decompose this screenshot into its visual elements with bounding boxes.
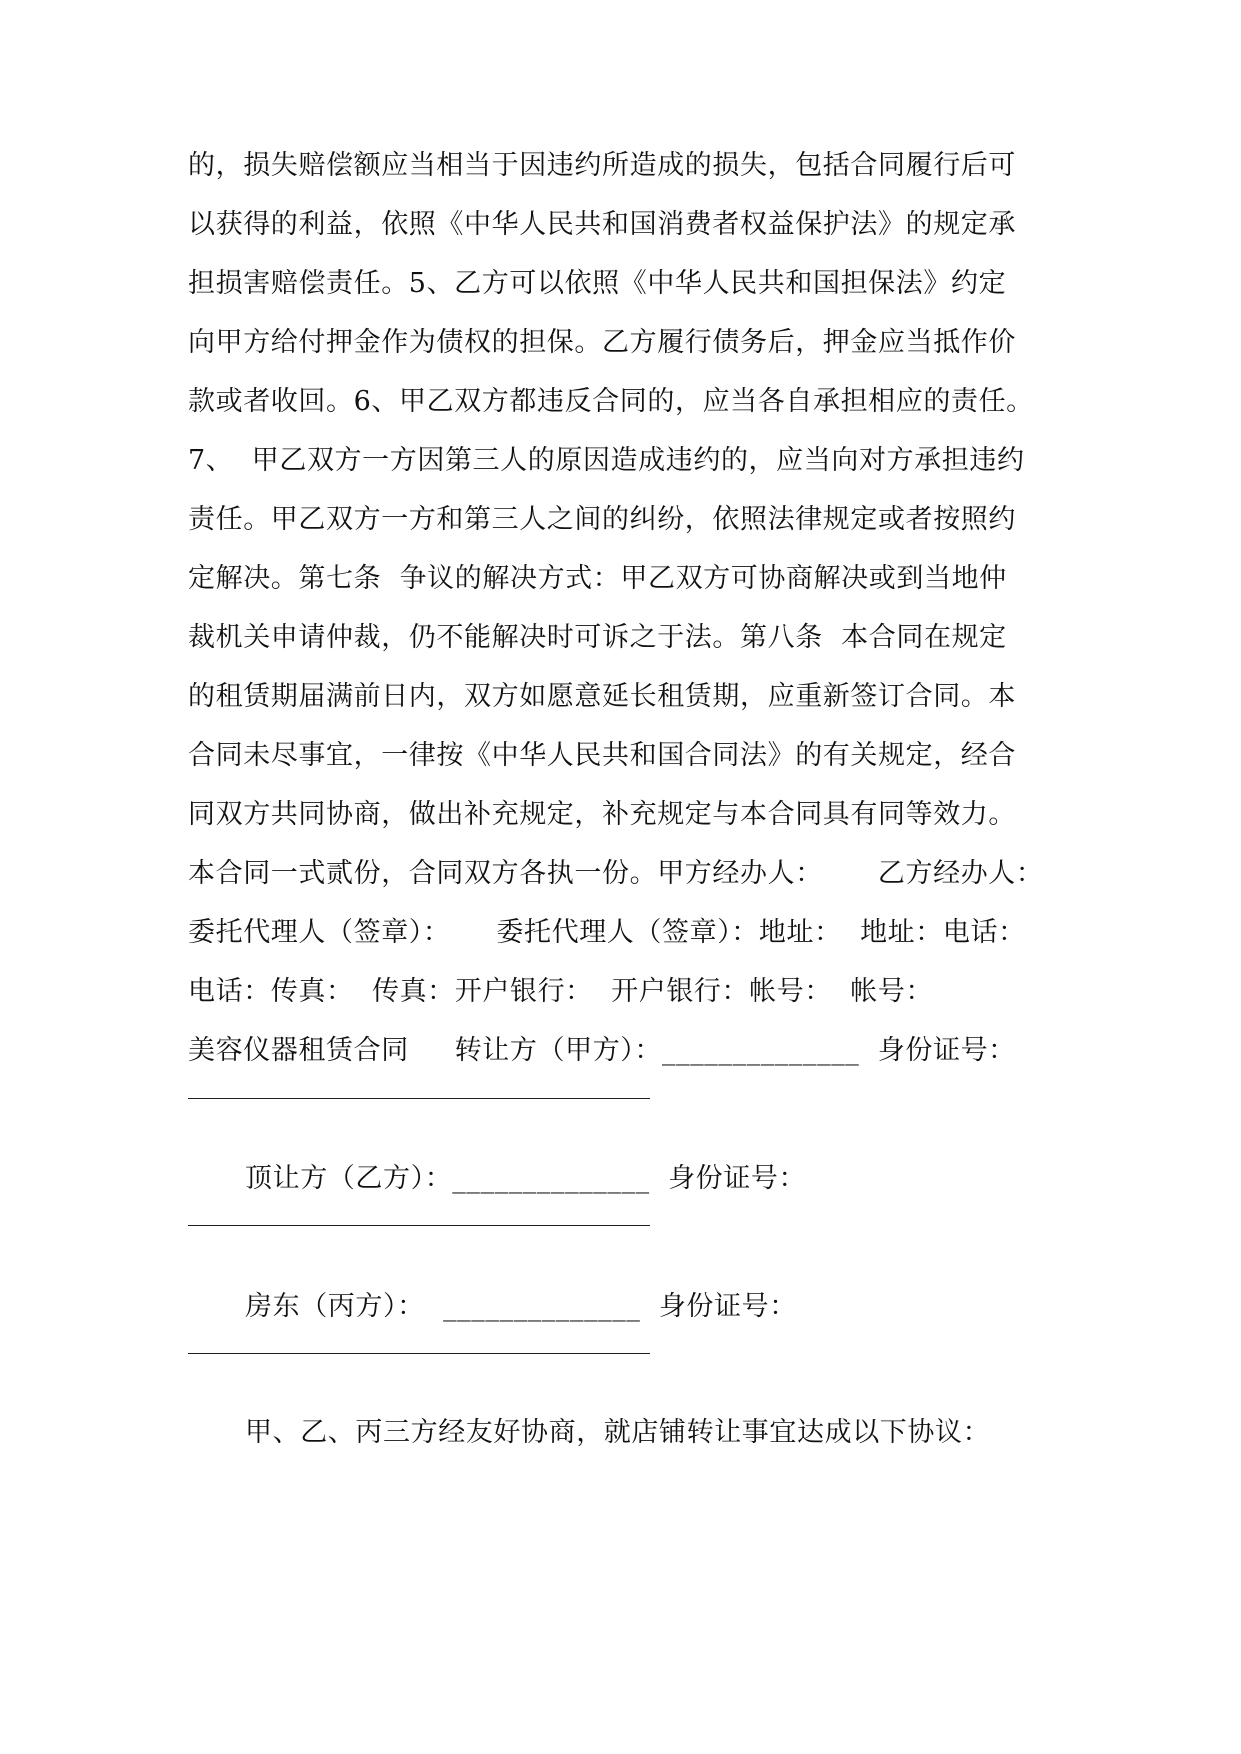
id-number-blank-line — [188, 1225, 650, 1226]
body-line: 的租赁期届满前日内，双方如愿意延长租赁期，应重新签订合同。本 — [188, 681, 1016, 712]
transferee-line: 顶让方（乙方）：______________ 身份证号： — [245, 1163, 807, 1194]
id-number-blank-line — [188, 1098, 650, 1099]
body-line: 责任。甲乙双方一方和第三人之间的纠纷，依照法律规定或者按照约 — [188, 504, 1016, 535]
body-line: 款或者收回。6、甲乙双方都违反合同的，应当各自承担相应的责任。 — [188, 386, 1034, 417]
body-line: 7、 甲乙双方一方因第三人的原因造成违约的，应当向对方承担违约 — [188, 445, 1025, 476]
signatory-line: 电话：传真： 传真：开户银行： 开户银行：帐号： 帐号： — [188, 976, 934, 1007]
body-line: 合同未尽事宜，一律按《中华人民共和国合同法》的有关规定，经合 — [188, 740, 1016, 771]
body-line: 向甲方给付押金作为债权的担保。乙方履行债务后，押金应当抵作价 — [188, 327, 1016, 358]
transferor-line: 美容仪器租赁合同 转让方（甲方）：______________ 身份证号： — [188, 1035, 1016, 1066]
id-number-blank-line — [188, 1353, 650, 1354]
agreement-intro: 甲、乙、丙三方经友好协商，就店铺转让事宜达成以下协议： — [245, 1417, 991, 1448]
body-line: 同双方共同协商，做出补充规定，补充规定与本合同具有同等效力。 — [188, 799, 1016, 830]
body-line: 以获得的利益，依照《中华人民共和国消费者权益保护法》的规定承 — [188, 209, 1016, 240]
landlord-line: 房东（丙方）： ______________ 身份证号： — [245, 1291, 797, 1322]
body-line: 裁机关申请仲裁，仍不能解决时可诉之于法。第八条 本合同在规定 — [188, 622, 1007, 653]
body-line: 定解决。第七条 争议的解决方式：甲乙双方可协商解决或到当地仲 — [188, 563, 1007, 594]
body-line: 担损害赔偿责任。5、乙方可以依照《中华人民共和国担保法》约定 — [188, 268, 1007, 299]
signatory-line: 委托代理人（签章）： 委托代理人（签章）：地址： 地址：电话： — [188, 917, 1026, 948]
signatory-line: 本合同一式贰份，合同双方各执一份。甲方经办人： 乙方经办人： — [188, 858, 1044, 889]
body-line: 的，损失赔偿额应当相当于因违约所造成的损失，包括合同履行后可 — [188, 150, 1016, 181]
